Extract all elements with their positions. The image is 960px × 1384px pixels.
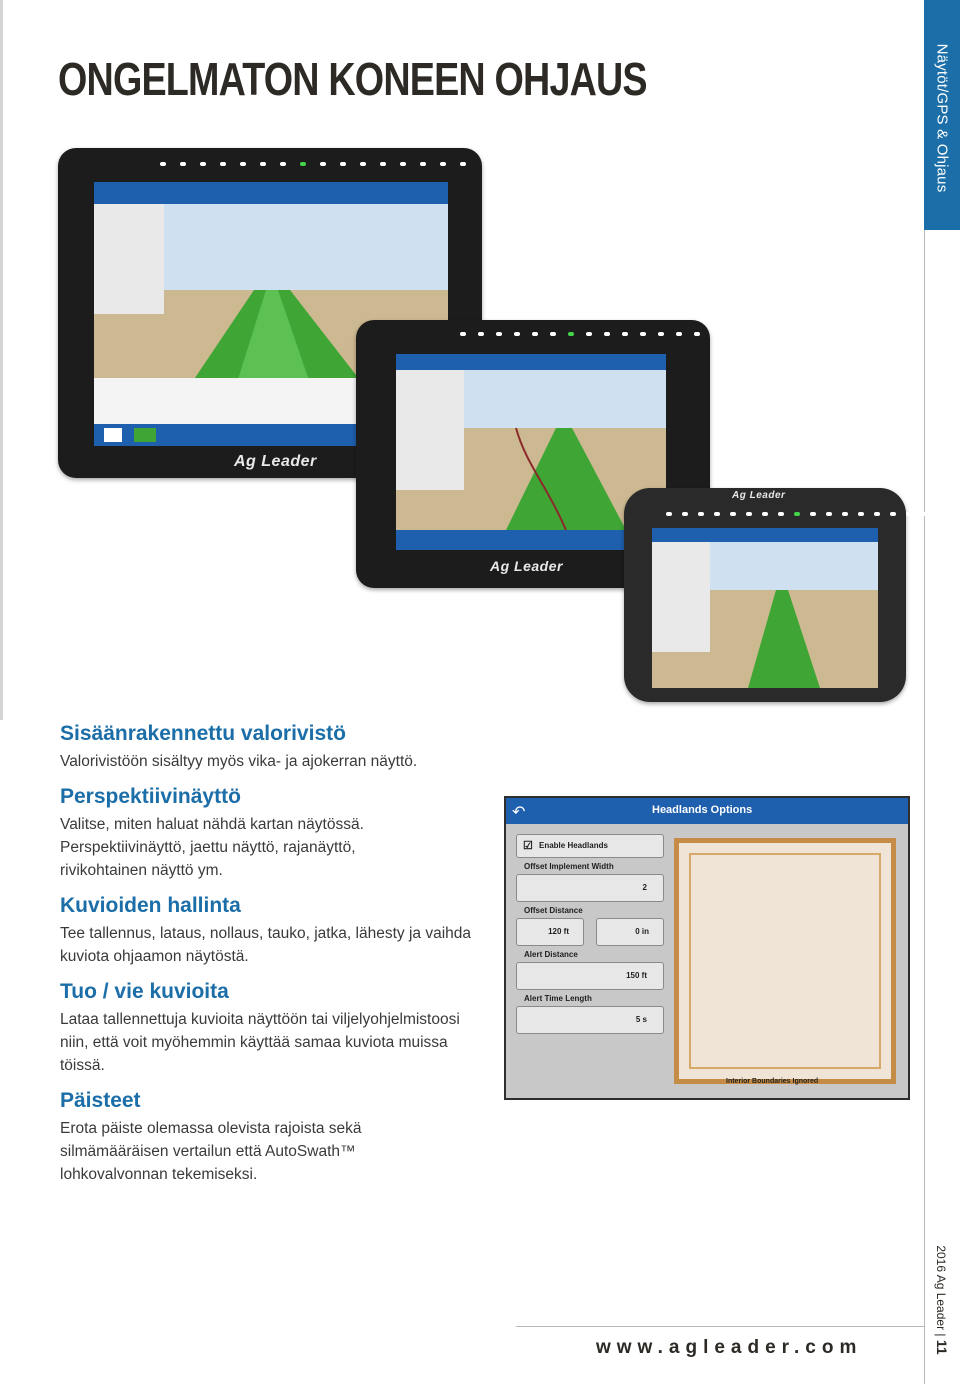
alert-time-field[interactable] — [516, 1006, 664, 1034]
offset-distance-label: Offset Distance — [524, 906, 583, 915]
headland-boundary — [689, 853, 881, 1069]
offset-distance-right-field[interactable] — [596, 918, 664, 946]
footer-brand: 2016 Ag Leader — [934, 1245, 948, 1331]
side-divider — [924, 230, 925, 1384]
headlands-screenshot — [504, 796, 910, 1100]
page-title: ONGELMATON KONEEN OHJAUS — [58, 53, 647, 105]
feature-patterns — [60, 894, 490, 968]
side-tab-label: Näytöt/GPS & Ohjaus — [933, 43, 951, 193]
alert-distance-field[interactable] — [516, 962, 664, 990]
section-body: Erota päiste olemassa olevista rajoista sekä silmämääräisen vertailun että AutoSwath™ lohkovalvonnan tekemiseksi. — [60, 1120, 362, 1183]
headlands-field-map — [674, 838, 896, 1084]
page-number: 11 — [934, 1339, 950, 1355]
section-heading: Perspektiivinäyttö — [60, 785, 241, 808]
side-tab-banner — [924, 0, 960, 230]
brand-logo: Ag Leader — [234, 453, 317, 470]
checkbox-check-icon: ☑ — [523, 840, 533, 852]
alert-time-label: Alert Time Length — [524, 994, 592, 1003]
website-link[interactable]: www.agleader.com — [596, 1337, 863, 1358]
alert-distance-label: Alert Distance — [524, 950, 578, 959]
offset-width-field[interactable] — [516, 874, 664, 902]
page-footer — [934, 1245, 950, 1354]
enable-headlands-checkbox[interactable] — [516, 834, 664, 858]
side-tab — [924, 0, 960, 1384]
alert-time-value: 5 s — [635, 1015, 647, 1024]
footer-divider — [516, 1326, 924, 1327]
section-heading: Sisäänrakennettu valorivistö — [60, 722, 346, 745]
alert-distance-value: 150 ft — [626, 971, 647, 980]
feature-list — [60, 722, 490, 1198]
page-edge-strip — [0, 0, 3, 720]
back-arrow-icon[interactable]: ↶ — [512, 804, 526, 821]
offset-distance-right-value: 0 in — [635, 927, 649, 936]
interior-boundaries-label: Interior Boundaries Ignored — [726, 1078, 819, 1085]
section-body: Lataa tallennettuja kuvioita näyttöön tai viljelyohjelmistoosi niin, että voit myöhemmin käyttää samaa kuviota muissa töissä. — [60, 1011, 460, 1074]
brand-logo: Ag Leader — [490, 558, 563, 574]
enable-headlands-label: Enable Headlands — [539, 841, 608, 850]
offset-width-value: 2 — [642, 883, 647, 892]
offset-distance-left-field[interactable] — [516, 918, 584, 946]
feature-headlands — [60, 1089, 490, 1186]
footer-separator: | — [934, 1333, 948, 1340]
section-body: Valitse, miten haluat nähdä kartan näytössä. Perspektiivinäyttö, jaettu näyttö, rajanäyttö, rivikohtainen näyttö ym. — [60, 816, 364, 879]
offset-width-label: Offset Implement Width — [524, 862, 614, 871]
headlands-title: Headlands Options — [652, 804, 753, 816]
brand-logo: Ag Leader — [732, 490, 786, 501]
section-heading: Päisteet — [60, 1089, 141, 1112]
feature-import-export — [60, 980, 490, 1077]
section-heading: Kuvioiden hallinta — [60, 894, 241, 917]
display-small — [624, 488, 906, 702]
display-small-screen — [652, 528, 878, 688]
feature-lightbar — [60, 722, 490, 773]
section-body: Tee tallennus, lataus, nollaus, tauko, jatka, lähesty ja vaihda kuviota ohjaamon näytöstä. — [60, 925, 472, 965]
feature-perspective — [60, 785, 490, 882]
headlands-header — [506, 798, 908, 824]
section-heading: Tuo / vie kuvioita — [60, 980, 229, 1003]
lightbar — [666, 512, 928, 518]
lightbar — [460, 332, 700, 338]
section-body: Valorivistöön sisältyy myös vika- ja ajokerran näyttö. — [60, 753, 418, 770]
display-small-map — [652, 528, 878, 688]
lightbar — [160, 162, 466, 168]
offset-distance-left-value: 120 ft — [548, 927, 569, 936]
